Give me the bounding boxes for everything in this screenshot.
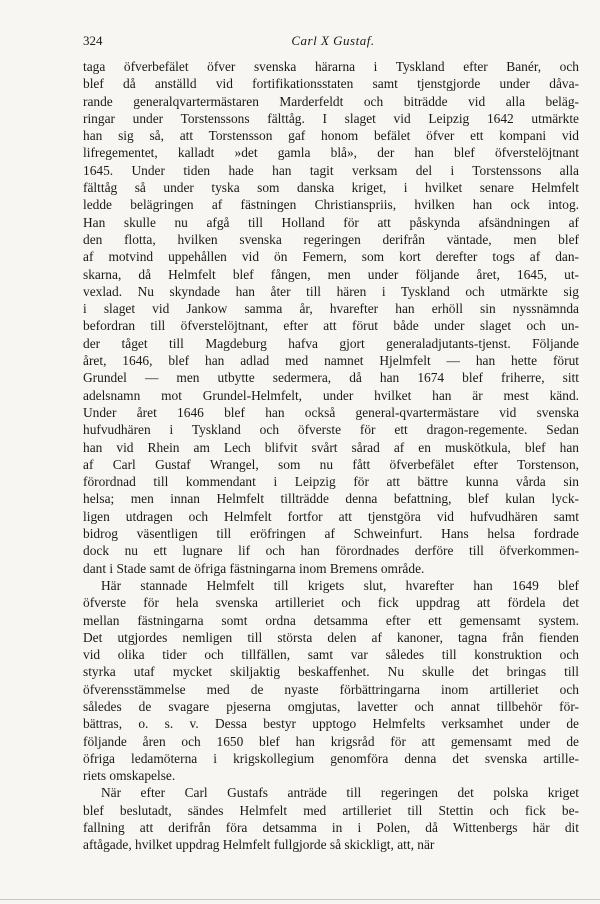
text-line: blef beslutadt, sändes Helmfelt med artilleriet till Stettin och fick be- [83, 802, 579, 818]
text-line: bidrog väsentligen till eröfringen af Schweinfurt. Hans helsa fordrade [83, 526, 579, 542]
body-text [83, 58, 579, 854]
paragraph [83, 58, 579, 577]
text-line: ringar under Torstenssons fälttåg. I slaget vid Leipzig 1642 utmärkte [83, 110, 579, 126]
text-line: förordnad till kommendant i Leipzig för att bättre kunna vårda sin [83, 474, 579, 490]
text-line: vexlad. Nu skyndade han åter till hären i Tyskland och utmärkte sig [83, 283, 579, 299]
text-line: lifregementet, kalladt »det gamla blå», der han blef öfverstelöjtnant [83, 145, 579, 161]
text-line: han vid Rhein am Lech blifvit svårt sårad af en muskötkula, blef han [83, 439, 579, 455]
text-line: fallning att derifrån föra detsamma in i Polen, då Wittenbergs här dit [83, 820, 579, 836]
paragraph [83, 577, 579, 785]
text-line: 1645. Under tiden hade han tagit verksam del i Torstenssons alla [83, 162, 579, 178]
text-line: således de svagare pjeserna omgjutas, lavetter och annat tillbehör för- [83, 698, 579, 714]
text-line: vid olika tider och tillfällen, samt var således till konstruktion och [83, 647, 579, 663]
text-line: adelsnamn mot Grundel-Helmfelt, under hvilket han är mest känd. [83, 387, 579, 403]
text-line: Här stannade Helmfelt till krigets slut, hvarefter han 1649 blef [101, 577, 579, 593]
text-line: riets omskapelse. [83, 768, 176, 784]
text-line: helsa; men innan Helmfelt tillträdde denna befattning, blef kulan lyck- [83, 491, 579, 507]
text-line: bättras, o. s. v. Dessa bestyr upptogo Helmfelts verksamhet under de [83, 716, 579, 732]
text-line: befordran till öfverstelöjtnant, efter att förut både under slaget och un- [83, 318, 579, 334]
text-line: aftågade, hvilket uppdrag Helmfelt fullgjorde så skickligt, att, när [83, 837, 435, 853]
text-line: dant i Stade samt de öfriga fästningarna inom Bremens område. [83, 560, 425, 576]
text-line: öfriga ledamöterna i krigskollegium genomföra denna det svenska artille- [83, 750, 579, 766]
text-line: i slaget vid Jankow samma år, hvarefter han erhöll sin nyssnämnda [83, 301, 579, 317]
text-line: der tåget till Magdeburg hafva gjort generaladjutants-tjenst. Följande [83, 335, 579, 351]
paragraph [83, 784, 579, 853]
page-bottom-edge [0, 899, 600, 900]
text-line: Det utgjordes nemligen till största delen af kanoner, tagna från fienden [83, 629, 579, 645]
page-header [83, 33, 583, 53]
text-line: Grundel — men utbytte sedermera, då han 1674 blef friherre, sitt [83, 370, 579, 386]
text-line: följande åren och 1650 blef han krigsråd för att gemensamt med de [83, 733, 579, 749]
running-title: Carl X Gustaf. [291, 33, 375, 48]
text-line: taga öfverbefälet öfver svenska härarna i Tyskland efter Banér, och [83, 59, 579, 74]
text-line: den flotta, hvilken svenska regeringen derifrån väntade, men blef [83, 231, 579, 247]
text-line: När efter Carl Gustafs anträde till regeringen det polska kriget [101, 785, 579, 801]
page-number: 324 [83, 33, 103, 48]
text-line: fälttåg så under tyska som danska kriget, i hvilket senare Helmfelt [83, 180, 579, 196]
text-line: Under året 1646 blef han också general-qvartermästare vid svenska [83, 404, 579, 420]
text-line: ligen utdragen och Helmfelt fortfor att tjenstgöra vid hufvudhären samt [83, 508, 579, 524]
text-line: ledde belägringen af fästningen Christianspriis, hvilken han ock intog. [83, 197, 579, 213]
text-line: mellan fästningarna somt ordna detsamma efter ett gemensamt system. [83, 612, 579, 628]
text-line: af Carl Gustaf Wrangel, som nu fått öfverbefälet efter Torstenson, [83, 456, 579, 472]
text-line: Han skulle nu afgå till Holland för att påskynda afsändningen af [83, 214, 579, 230]
text-line: öfverste för hela svenska artilleriet och fick uppdrag att fördela det [83, 595, 579, 611]
text-line: dock nu ett lugnare lif och han förordnades derföre till öfverkommen- [83, 543, 579, 559]
text-line: styrka utaf mycket skiljaktig beskaffenhet. Nu skulle det bringas till [83, 664, 579, 680]
text-line: hufvudhären i Tyskland och öfverste för ett dragon-regemente. Sedan [83, 422, 579, 438]
text-line: af motvind uppehållen vid ön Femern, som kort derefter togs af dan- [83, 249, 579, 265]
text-line: han sig så, att Torstensson gaf honom befälet öfver ett kompani vid [83, 128, 579, 144]
text-line: året, 1646, blef han adlad med namnet Hjelmfelt — han hette förut [83, 353, 579, 369]
text-line: öfverensstämmelse med de nyaste förbättringarna inom artilleriet och [83, 681, 579, 697]
text-line: blef då anställd vid fortifikationsstaten samt tjenstgjorde under dåva- [83, 76, 579, 92]
text-line: rande generalqvartermästaren Marderfeldt och biträdde vid alla beläg- [83, 93, 579, 109]
text-line: skarna, då Helmfelt blef fången, men under följande året, 1645, ut- [83, 266, 579, 282]
